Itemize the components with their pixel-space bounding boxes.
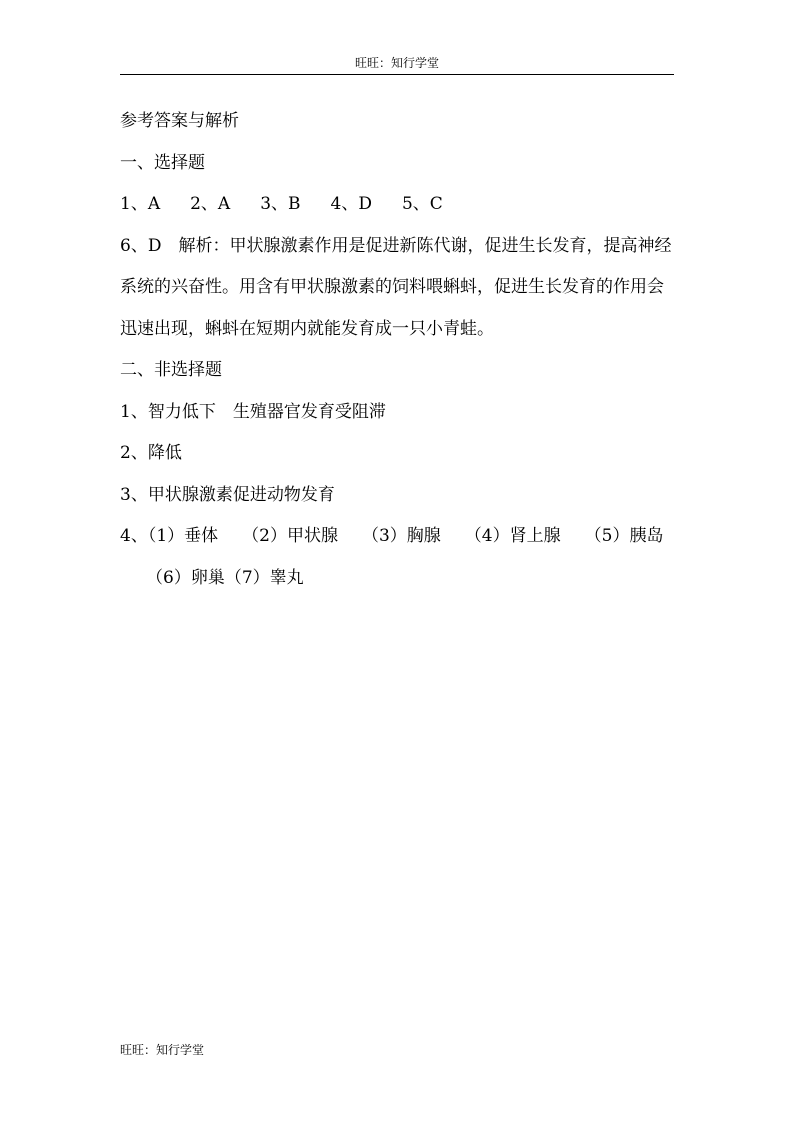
nonchoice-answer-4-line-1 (120, 516, 676, 558)
answer-3: 3、B (260, 194, 301, 214)
answer-1: 1、A (120, 194, 161, 214)
answer-6-label: 6、D (120, 235, 162, 256)
gland-item: 4、（1）垂体 (120, 526, 219, 546)
answer-content (120, 101, 676, 599)
nonchoice-answer-1-part-1: 1、智力低下 (120, 401, 216, 422)
nonchoice-answer-4-line-2 (120, 558, 676, 600)
gland-item: （5）胰岛 (584, 526, 664, 546)
nonchoice-answer-3: 3、甲状腺激素促进动物发育 (120, 484, 335, 505)
answer-5: 5、C (401, 194, 443, 214)
section-2-heading: 二、非选择题 (120, 360, 222, 380)
section-1-heading: 一、选择题 (120, 152, 205, 173)
gland-item: （7）睾丸 (224, 567, 304, 588)
header-divider (120, 74, 674, 75)
page-header: 旺旺：知行学堂 (354, 56, 439, 70)
document-title: 参考答案与解析 (120, 111, 239, 131)
nonchoice-answer-1 (120, 392, 676, 434)
answer-6-paragraph (120, 226, 676, 351)
gland-item: （2）甲状腺 (242, 526, 338, 546)
answer-2: 2、A (190, 194, 231, 214)
gland-item: （3）胸腺 (361, 526, 441, 546)
gland-item: （6）卵巢 (146, 567, 225, 588)
choice-answers (120, 184, 676, 226)
answer-4: 4、D (330, 194, 372, 214)
answer-6-explanation: 解析：甲状腺激素作用是促进新陈代谢，促进生长发育，提高神经系统的兴奋性。用含有甲状腺激素的饲料喂蝌蚪，促进生长发育的作用会迅速出现，蝌蚪在短期内就能发育成一只小青蛙。 (120, 235, 672, 339)
gland-item: （4）肾上腺 (464, 526, 561, 546)
page-footer: 旺旺：知行学堂 (120, 1043, 205, 1057)
nonchoice-answer-2: 2、降低 (120, 443, 182, 463)
nonchoice-answer-1-part-2: 生殖器官发育受阻滞 (232, 401, 386, 422)
